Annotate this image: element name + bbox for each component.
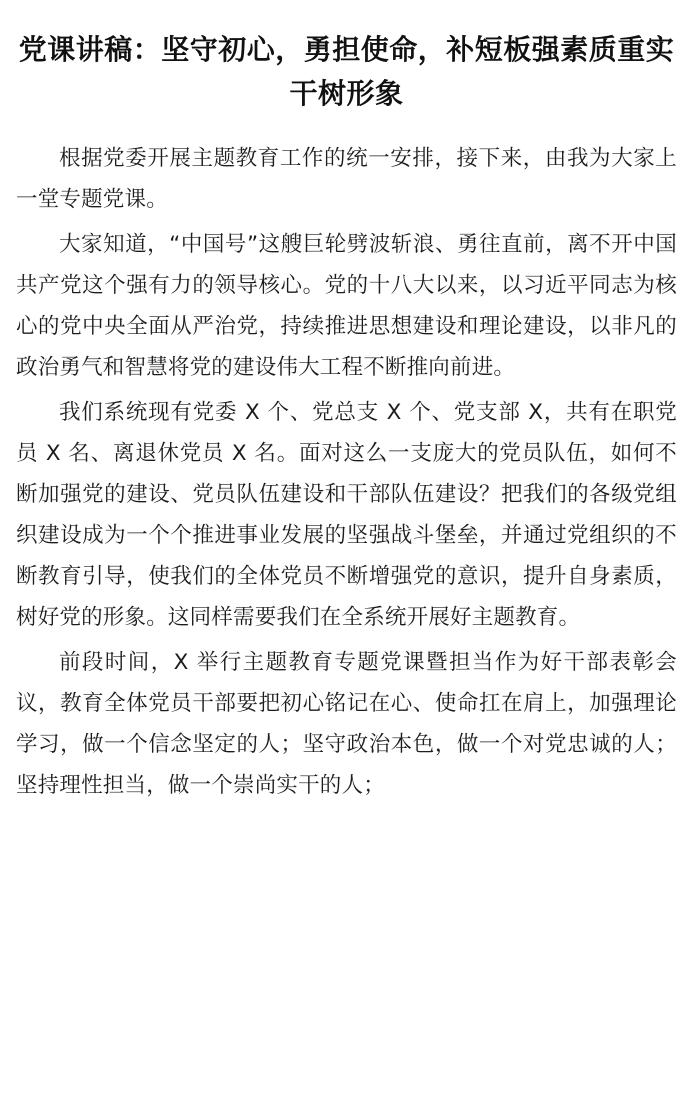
paragraph-2: 大家知道，“中国号”这艘巨轮劈波斩浪、勇往直前，离不开中国共产党这个强有力的领导核心。党的十八大以来，以习近平同志为核心的党中央全面从严治党，持续推进思想建设和理论建设，以非凡的政治勇气和智慧将党的建设伟大工程不断推向前进。 <box>16 232 677 380</box>
paragraph-1: 根据党委开展主题教育工作的统一安排，接下来，由我为大家上一堂专题党课。 <box>16 146 677 212</box>
paragraph-3: 我们系统现有党委 X 个、党总支 X 个、党支部 X，共有在职党员 X 名、离退休党员 X 名。面对这么一支庞大的党员队伍，如何不断加强党的建设、党员队伍建设和干部队伍建设？把我们的各级党组织建设成为一个个推进事业发展的坚强战斗堡垒，并通过党组织的不断教育引导，使我们的全体党员不断增强党的意识，提升自身素质，树好党的形象。这同样需要我们在全系统开展好主题教育。 <box>16 400 677 630</box>
paragraph-4: 前段时间，X 举行主题教育专题党课暨担当作为好干部表彰会议，教育全体党员干部要把初心铭记在心、使命扛在肩上，加强理论学习，做一个信念坚定的人；坚守政治本色，做一个对党忠诚的人；坚持理性担当，做一个崇尚实干的人； <box>16 650 677 798</box>
page-title: 党课讲稿：坚守初心，勇担使命，补短板强素质重实干树形象 <box>18 33 675 110</box>
